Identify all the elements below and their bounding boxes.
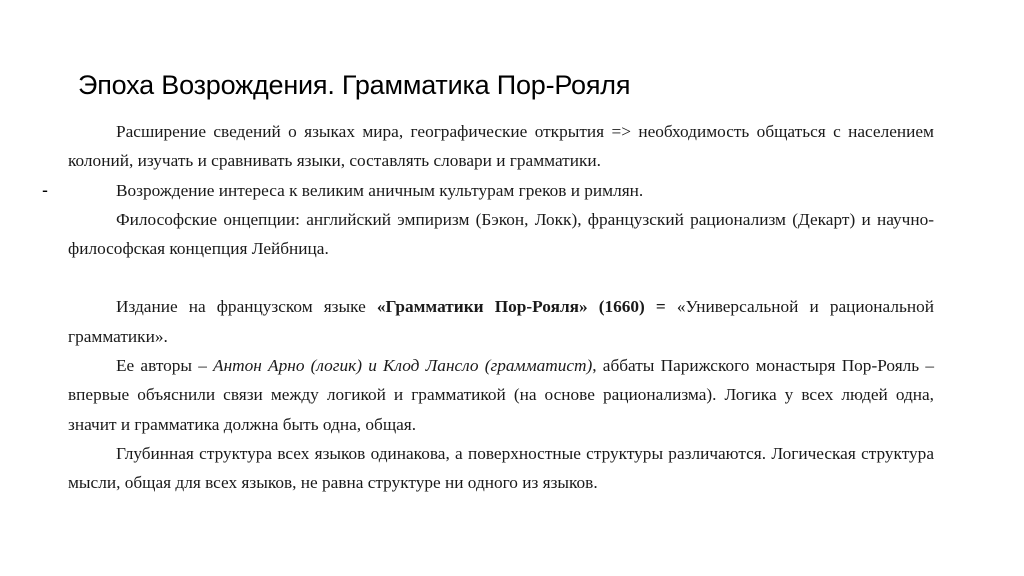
paragraph-5-intro: Ее авторы – xyxy=(116,356,214,376)
paragraph-4 xyxy=(68,292,934,351)
paragraph-4-rest: «Универсальной и рациональной грамматики». xyxy=(68,297,935,346)
paragraph-1: Расширение сведений о языках мира, географические открытия => необходимость общаться с населением колоний, изучать и сравнивать языки, составлять словари и грамматики. xyxy=(68,122,934,171)
paragraph-gap xyxy=(68,263,934,292)
paragraph-5-italic: Антон Арно (логик) и Клод Лансло (грамматист) xyxy=(213,356,593,376)
paragraph-4-bold: «Грамматики Пор-Рояля» (1660) = xyxy=(376,297,666,317)
bullet-marker: - xyxy=(42,180,48,200)
paragraph-3: Философские онцепции: английский эмпиризм (Бэкон, Локк), французский рационализм (Декарт) и научно-философская концепция Лейбница. xyxy=(68,209,934,259)
slide-body xyxy=(68,117,934,498)
slide-title: Эпоха Возрождения. Грамматика Пор-Рояля xyxy=(78,70,631,100)
paragraph-6: Глубинная структура всех языков одинакова, а поверхностные структуры различаются. Логическая структура мысли, общая для всех языков, не равна структуре ни одного из языков. xyxy=(68,443,934,493)
paragraph-4-intro: Издание на французском языке xyxy=(116,297,377,317)
paragraph-5 xyxy=(68,351,934,439)
paragraph-5-rest: , аббаты Парижского монастыря Пор-Рояль – впервые объяснили связи между логикой и грамматикой (на основе рационализма). Логика у всех людей одна, значит и грамматика должна быть одна, общая. xyxy=(68,356,934,434)
paragraph-2: Возрождение интереса к великим аничным культурам греков и римлян. xyxy=(116,180,644,200)
